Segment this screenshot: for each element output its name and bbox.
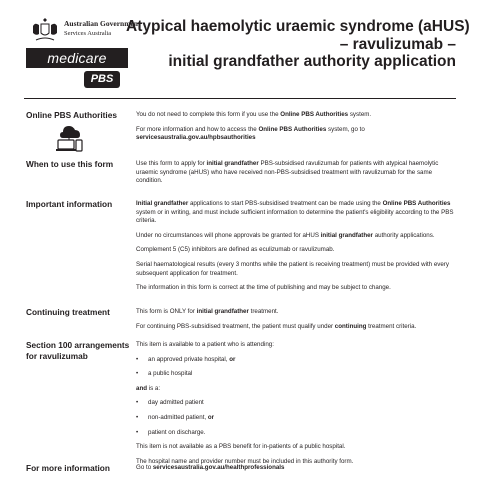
text: applications to start PBS-subsidised treatment can be made using the [188,200,383,207]
text: PBS-subsidised ravulizumab for patients with atypical haemolytic uraemic syndrome (aHUS) who have received non-PBS-subsidised treatment with ravulizumab for the same condition. [136,160,439,185]
text: treatment. [248,308,279,315]
text: non-admitted patient, [148,413,208,421]
paragraph [136,200,456,226]
paragraph [136,385,456,394]
section-label-important: Important information [26,199,113,209]
agency-name: Services Australia [64,30,112,37]
section-content-when [136,160,456,192]
hospital-list [136,356,456,379]
section-content-continuing [136,308,456,337]
paragraph: This item is not available as a PBS benefit for in-patients of a public hospital. [136,443,346,451]
bold-text: initial grandfather [206,160,259,167]
text: You do not need to complete this form if you use the [136,111,281,118]
list-item: • a public hospital [136,370,456,379]
section-label-more: For more information [26,463,110,473]
text: Under no circumstances will phone approvals be granted for aHUS [136,231,321,239]
text: treatment criteria. [366,322,417,330]
text: Use this form to apply for [136,160,207,167]
text: is a: [147,384,161,392]
section-content-online [136,111,456,149]
text: authority applications. [372,231,435,239]
list-item: • patient on discharge. [136,429,456,438]
pbs-logo: PBS [84,71,120,88]
bold-text: Initial grandfather [136,200,189,207]
paragraph [136,160,456,186]
section-label-online: Online PBS Authorities [26,110,117,120]
title-line: Atypical haemolytic uraemic syndrome (aHUS) [126,18,470,35]
bold-text: continuing [334,322,367,330]
paragraph [136,126,456,143]
online-computer-icon [54,123,84,153]
paragraph [136,464,456,473]
paragraph [136,232,456,241]
paragraph: Serial haematological results (every 3 months while the patient is receiving treatment) must be provided with every subsequent application for treatment. [136,260,449,277]
section-content-more [136,464,456,479]
title-line: – ravulizumab – [339,35,456,53]
government-name: Australian Government [64,19,141,28]
section-label-when: When to use this form [26,159,114,169]
list-item [136,414,456,423]
health-professionals-link[interactable]: servicesaustralia.gov.au/healthprofessionals [152,464,285,471]
bold-text: initial grandfather [196,308,249,315]
paragraph: Complement 5 (C5) inhibitors are defined as eculizumab or ravulizumab. [136,246,335,254]
paragraph [136,308,456,317]
text: system. [348,111,372,118]
bold-text: Online PBS Authorities [280,111,349,118]
text: Go to [136,464,153,471]
paragraph: The information in this form is correct at the time of publishing and may be subject to change. [136,284,391,292]
paragraph [136,323,456,332]
text: This form is ONLY for [136,308,197,315]
paragraph: The hospital name and provider number must be included in this authority form. [136,457,354,465]
document-title [126,18,470,71]
label-line: for ravulizumab [26,351,88,361]
text: system, go to [326,125,365,133]
title-line: initial grandfather authority application [168,53,456,70]
header-divider [24,98,456,99]
section-label-section100 [26,340,136,362]
section-content-important [136,200,456,299]
bold-text: or [229,355,236,363]
bold-text: and [136,384,148,392]
text: system or in writing, and must include sufficient information to determine the patient's eligibility according to the PBS criteria. [136,208,454,225]
medicare-logo: medicare [26,48,128,68]
list-item: • day admitted patient [136,399,456,408]
bold-text: initial grandfather [320,231,373,239]
list-item [136,356,456,365]
text: an approved private hospital, [148,355,230,363]
patient-type-list [136,399,456,437]
text: For more information and how to access the [136,125,259,133]
paragraph: This item is available to a patient who is attending: [136,341,274,348]
bold-text: Online PBS Authorities [258,125,327,133]
bold-text: Online PBS Authorities [382,200,451,207]
coat-of-arms-icon [30,18,60,44]
text: For continuing PBS-subsidised treatment, the patient must qualify under [136,322,335,330]
bold-text: or [207,413,215,421]
label-line: Section 100 arrangements [26,340,130,350]
section-label-continuing: Continuing treatment [26,307,110,317]
section-content-section100 [136,341,456,472]
hpbs-authorities-link[interactable]: servicesaustralia.gov.au/hpbsauthorities [136,134,256,142]
paragraph [136,111,456,120]
